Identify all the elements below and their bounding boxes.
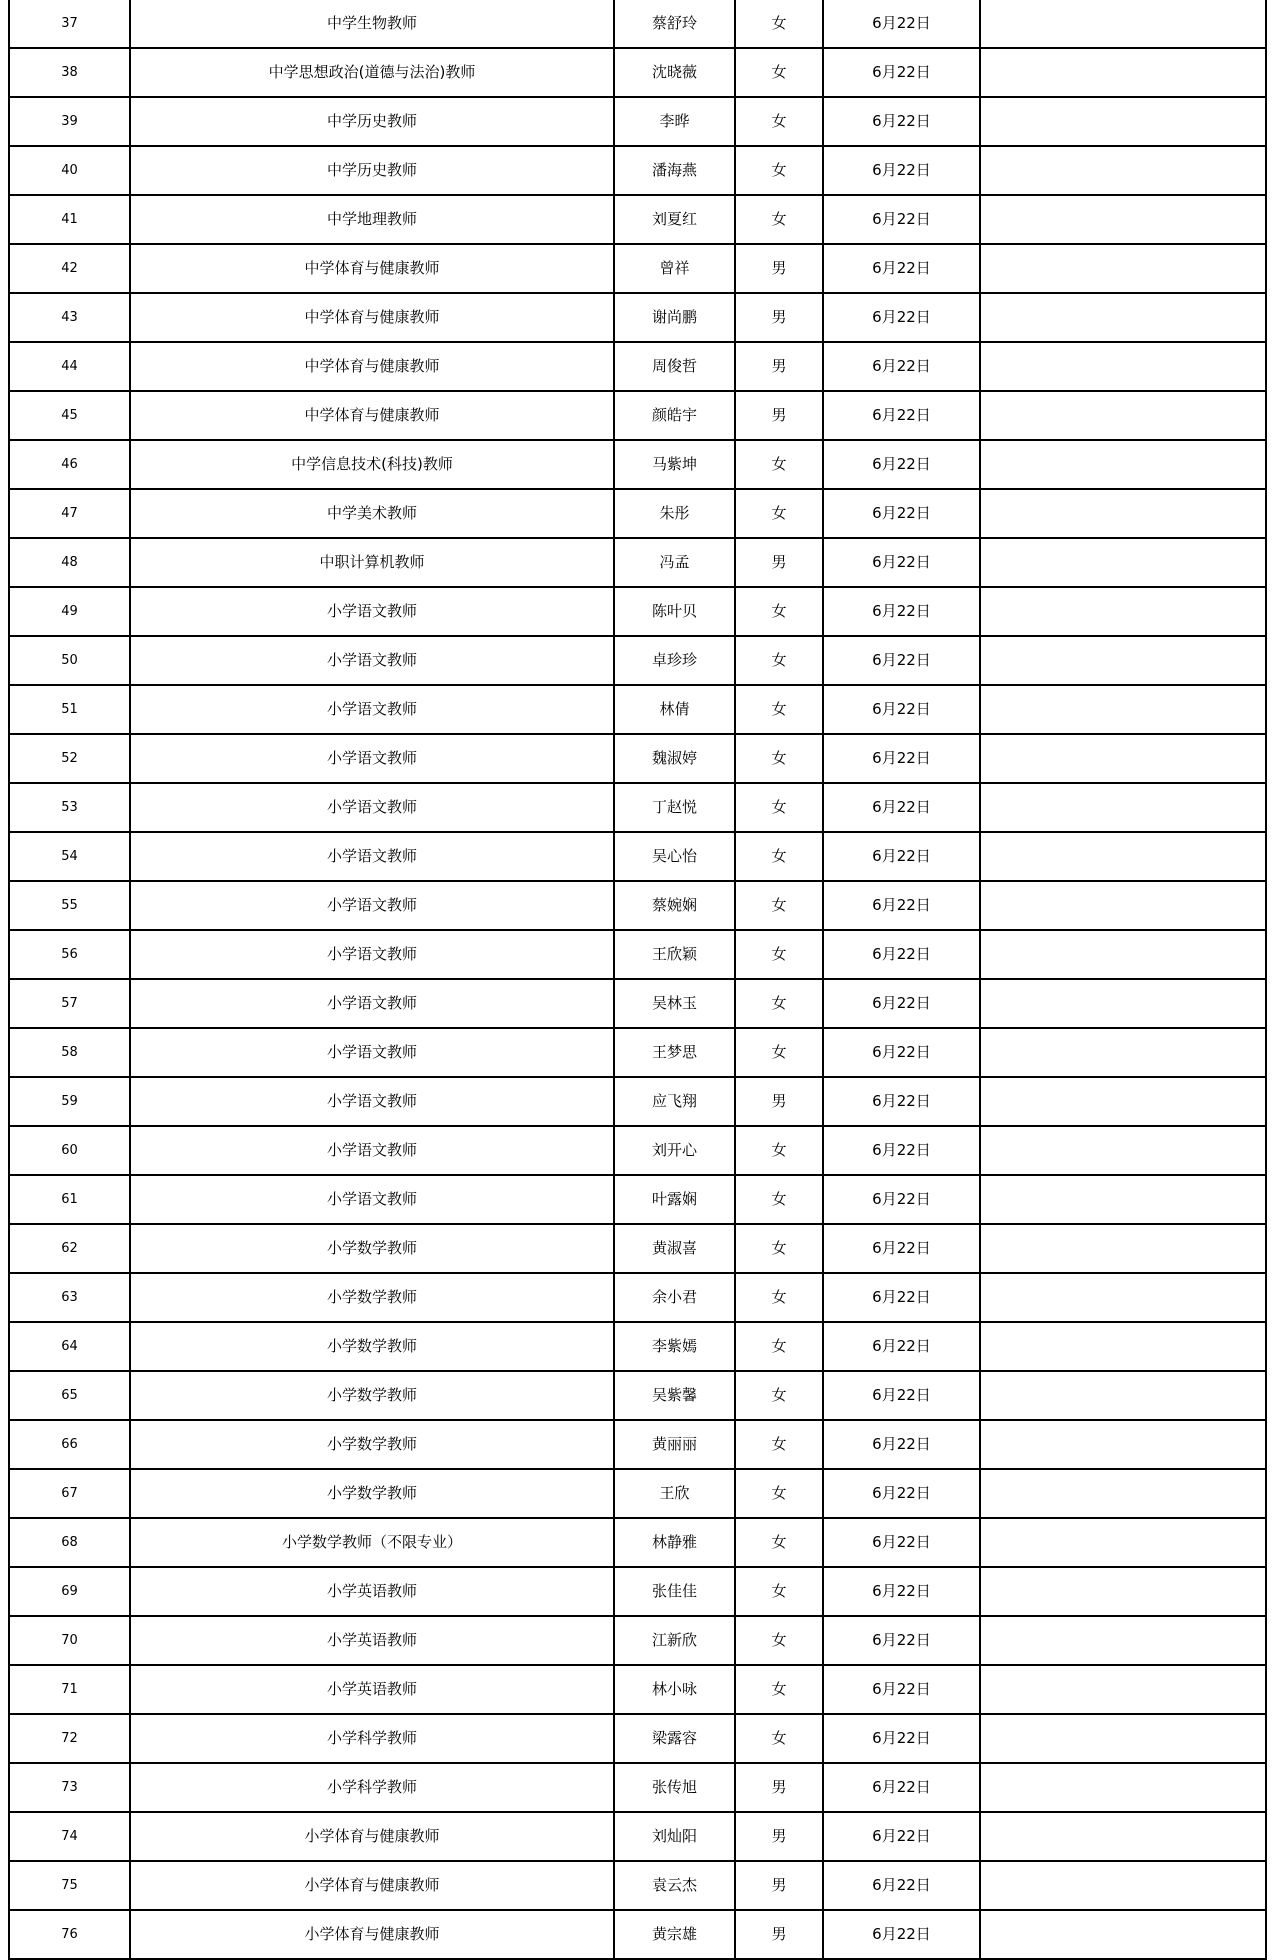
cell-date: 6月22日	[823, 832, 980, 881]
table-row	[9, 1763, 1266, 1812]
cell-date: 6月22日	[823, 587, 980, 636]
cell-gender: 女	[735, 636, 823, 685]
cell-note	[980, 293, 1266, 342]
cell-date: 6月22日	[823, 685, 980, 734]
cell-note	[980, 1322, 1266, 1371]
table-row	[9, 244, 1266, 293]
cell-position: 小学英语教师	[130, 1665, 614, 1714]
cell-number: 63	[9, 1273, 130, 1322]
cell-position: 小学数学教师	[130, 1469, 614, 1518]
cell-name: 丁赵悦	[614, 783, 735, 832]
cell-date: 6月22日	[823, 734, 980, 783]
cell-gender: 女	[735, 1518, 823, 1567]
cell-position: 小学语文教师	[130, 1126, 614, 1175]
table-row	[9, 0, 1266, 48]
cell-name: 江新欣	[614, 1616, 735, 1665]
cell-gender: 女	[735, 1714, 823, 1763]
cell-name: 余小君	[614, 1273, 735, 1322]
cell-number: 44	[9, 342, 130, 391]
table-row	[9, 1420, 1266, 1469]
cell-number: 53	[9, 783, 130, 832]
cell-name: 魏淑婷	[614, 734, 735, 783]
cell-position: 小学语文教师	[130, 783, 614, 832]
cell-number: 57	[9, 979, 130, 1028]
table-row	[9, 1371, 1266, 1420]
cell-name: 王欣颖	[614, 930, 735, 979]
cell-name: 刘夏红	[614, 195, 735, 244]
cell-date: 6月22日	[823, 1371, 980, 1420]
cell-gender: 女	[735, 1175, 823, 1224]
cell-position: 小学语文教师	[130, 1028, 614, 1077]
cell-position: 中学体育与健康教师	[130, 342, 614, 391]
cell-number: 50	[9, 636, 130, 685]
cell-note	[980, 979, 1266, 1028]
cell-note	[980, 1224, 1266, 1273]
cell-date: 6月22日	[823, 1861, 980, 1910]
cell-date: 6月22日	[823, 1469, 980, 1518]
cell-gender: 女	[735, 1126, 823, 1175]
cell-note	[980, 783, 1266, 832]
cell-gender: 女	[735, 489, 823, 538]
cell-note	[980, 1910, 1266, 1959]
cell-name: 刘灿阳	[614, 1812, 735, 1861]
cell-date: 6月22日	[823, 1665, 980, 1714]
table-row	[9, 440, 1266, 489]
cell-position: 中学体育与健康教师	[130, 391, 614, 440]
table-row	[9, 391, 1266, 440]
cell-position: 小学数学教师	[130, 1371, 614, 1420]
table-row	[9, 1175, 1266, 1224]
cell-position: 小学数学教师	[130, 1322, 614, 1371]
cell-name: 曾祥	[614, 244, 735, 293]
cell-date: 6月22日	[823, 1518, 980, 1567]
cell-date: 6月22日	[823, 1224, 980, 1273]
cell-note	[980, 1175, 1266, 1224]
cell-note	[980, 1812, 1266, 1861]
cell-note	[980, 1714, 1266, 1763]
cell-note	[980, 1763, 1266, 1812]
table-row	[9, 97, 1266, 146]
cell-position: 小学科学教师	[130, 1714, 614, 1763]
table-row	[9, 930, 1266, 979]
cell-date: 6月22日	[823, 293, 980, 342]
cell-note	[980, 685, 1266, 734]
cell-gender: 女	[735, 195, 823, 244]
table-row	[9, 832, 1266, 881]
cell-gender: 女	[735, 930, 823, 979]
cell-date: 6月22日	[823, 440, 980, 489]
cell-date: 6月22日	[823, 1175, 980, 1224]
cell-number: 45	[9, 391, 130, 440]
cell-gender: 男	[735, 1812, 823, 1861]
cell-gender: 女	[735, 783, 823, 832]
cell-position: 小学体育与健康教师	[130, 1861, 614, 1910]
cell-note	[980, 48, 1266, 97]
cell-number: 74	[9, 1812, 130, 1861]
cell-note	[980, 1518, 1266, 1567]
cell-number: 56	[9, 930, 130, 979]
table-row	[9, 342, 1266, 391]
cell-number: 54	[9, 832, 130, 881]
cell-number: 71	[9, 1665, 130, 1714]
table-row	[9, 685, 1266, 734]
cell-name: 吴心怡	[614, 832, 735, 881]
cell-position: 中学历史教师	[130, 97, 614, 146]
cell-name: 应飞翔	[614, 1077, 735, 1126]
cell-date: 6月22日	[823, 244, 980, 293]
cell-note	[980, 1028, 1266, 1077]
cell-name: 林倩	[614, 685, 735, 734]
cell-name: 刘开心	[614, 1126, 735, 1175]
cell-number: 38	[9, 48, 130, 97]
cell-date: 6月22日	[823, 146, 980, 195]
cell-name: 卓珍珍	[614, 636, 735, 685]
cell-position: 小学语文教师	[130, 1077, 614, 1126]
cell-position: 中学体育与健康教师	[130, 244, 614, 293]
table-row	[9, 734, 1266, 783]
cell-position: 小学语文教师	[130, 734, 614, 783]
cell-number: 51	[9, 685, 130, 734]
cell-gender: 女	[735, 440, 823, 489]
cell-position: 中学美术教师	[130, 489, 614, 538]
cell-gender: 女	[735, 881, 823, 930]
cell-number: 66	[9, 1420, 130, 1469]
cell-note	[980, 0, 1266, 48]
cell-name: 朱彤	[614, 489, 735, 538]
cell-position: 小学英语教师	[130, 1567, 614, 1616]
table-row	[9, 979, 1266, 1028]
cell-gender: 男	[735, 1077, 823, 1126]
cell-position: 中学信息技术(科技)教师	[130, 440, 614, 489]
cell-number: 76	[9, 1910, 130, 1959]
cell-number: 62	[9, 1224, 130, 1273]
cell-number: 43	[9, 293, 130, 342]
cell-note	[980, 1126, 1266, 1175]
cell-name: 林小咏	[614, 1665, 735, 1714]
cell-gender: 女	[735, 979, 823, 1028]
table-row	[9, 48, 1266, 97]
cell-name: 冯孟	[614, 538, 735, 587]
cell-number: 58	[9, 1028, 130, 1077]
table-row	[9, 1028, 1266, 1077]
cell-note	[980, 440, 1266, 489]
cell-gender: 男	[735, 1910, 823, 1959]
table-row	[9, 1861, 1266, 1910]
cell-date: 6月22日	[823, 1567, 980, 1616]
cell-gender: 女	[735, 1322, 823, 1371]
cell-note	[980, 244, 1266, 293]
candidate-table-body	[9, 0, 1266, 1959]
cell-note	[980, 1273, 1266, 1322]
cell-gender: 男	[735, 1861, 823, 1910]
cell-note	[980, 1077, 1266, 1126]
cell-gender: 男	[735, 293, 823, 342]
cell-note	[980, 1616, 1266, 1665]
cell-note	[980, 1420, 1266, 1469]
cell-date: 6月22日	[823, 97, 980, 146]
cell-number: 75	[9, 1861, 130, 1910]
cell-gender: 女	[735, 734, 823, 783]
cell-gender: 男	[735, 244, 823, 293]
cell-number: 49	[9, 587, 130, 636]
cell-note	[980, 636, 1266, 685]
cell-position: 小学科学教师	[130, 1763, 614, 1812]
cell-gender: 女	[735, 587, 823, 636]
cell-gender: 女	[735, 1616, 823, 1665]
table-row	[9, 293, 1266, 342]
table-row	[9, 1665, 1266, 1714]
cell-name: 周俊哲	[614, 342, 735, 391]
table-row	[9, 195, 1266, 244]
cell-position: 中学地理教师	[130, 195, 614, 244]
cell-number: 69	[9, 1567, 130, 1616]
cell-note	[980, 342, 1266, 391]
cell-name: 马紫坤	[614, 440, 735, 489]
cell-name: 李紫嫣	[614, 1322, 735, 1371]
cell-date: 6月22日	[823, 1420, 980, 1469]
cell-number: 67	[9, 1469, 130, 1518]
cell-note	[980, 587, 1266, 636]
cell-number: 65	[9, 1371, 130, 1420]
cell-name: 王欣	[614, 1469, 735, 1518]
cell-position: 中职计算机教师	[130, 538, 614, 587]
cell-date: 6月22日	[823, 1763, 980, 1812]
cell-date: 6月22日	[823, 48, 980, 97]
cell-date: 6月22日	[823, 930, 980, 979]
cell-name: 沈晓薇	[614, 48, 735, 97]
cell-note	[980, 1567, 1266, 1616]
table-row	[9, 1910, 1266, 1959]
cell-number: 42	[9, 244, 130, 293]
cell-note	[980, 1469, 1266, 1518]
cell-date: 6月22日	[823, 1322, 980, 1371]
cell-name: 袁云杰	[614, 1861, 735, 1910]
cell-date: 6月22日	[823, 881, 980, 930]
table-row	[9, 489, 1266, 538]
cell-date: 6月22日	[823, 1616, 980, 1665]
cell-position: 小学数学教师（不限专业）	[130, 1518, 614, 1567]
cell-note	[980, 1861, 1266, 1910]
cell-gender: 女	[735, 1028, 823, 1077]
cell-gender: 女	[735, 1665, 823, 1714]
cell-position: 小学语文教师	[130, 1175, 614, 1224]
cell-name: 林静雅	[614, 1518, 735, 1567]
cell-position: 小学数学教师	[130, 1420, 614, 1469]
cell-number: 61	[9, 1175, 130, 1224]
cell-date: 6月22日	[823, 1126, 980, 1175]
cell-date: 6月22日	[823, 342, 980, 391]
cell-number: 40	[9, 146, 130, 195]
table-row	[9, 587, 1266, 636]
cell-number: 37	[9, 0, 130, 48]
table-row	[9, 636, 1266, 685]
cell-position: 小学英语教师	[130, 1616, 614, 1665]
cell-number: 73	[9, 1763, 130, 1812]
cell-name: 蔡舒玲	[614, 0, 735, 48]
table-row	[9, 1812, 1266, 1861]
cell-gender: 男	[735, 342, 823, 391]
cell-number: 60	[9, 1126, 130, 1175]
cell-number: 39	[9, 97, 130, 146]
cell-name: 黄宗雄	[614, 1910, 735, 1959]
cell-gender: 女	[735, 1469, 823, 1518]
cell-gender: 男	[735, 538, 823, 587]
cell-name: 黄丽丽	[614, 1420, 735, 1469]
cell-gender: 女	[735, 685, 823, 734]
cell-date: 6月22日	[823, 1028, 980, 1077]
cell-note	[980, 391, 1266, 440]
table-row	[9, 1616, 1266, 1665]
cell-name: 蔡婉娴	[614, 881, 735, 930]
cell-date: 6月22日	[823, 0, 980, 48]
cell-name: 张传旭	[614, 1763, 735, 1812]
cell-position: 小学语文教师	[130, 685, 614, 734]
cell-name: 叶露娴	[614, 1175, 735, 1224]
cell-gender: 女	[735, 1273, 823, 1322]
cell-note	[980, 832, 1266, 881]
cell-position: 中学生物教师	[130, 0, 614, 48]
cell-gender: 女	[735, 146, 823, 195]
table-row	[9, 1273, 1266, 1322]
cell-name: 王梦思	[614, 1028, 735, 1077]
cell-date: 6月22日	[823, 1273, 980, 1322]
cell-number: 52	[9, 734, 130, 783]
cell-name: 梁露容	[614, 1714, 735, 1763]
table-row	[9, 783, 1266, 832]
cell-date: 6月22日	[823, 1812, 980, 1861]
cell-position: 小学语文教师	[130, 979, 614, 1028]
cell-position: 小学语文教师	[130, 636, 614, 685]
cell-date: 6月22日	[823, 636, 980, 685]
cell-position: 小学数学教师	[130, 1224, 614, 1273]
cell-note	[980, 146, 1266, 195]
cell-number: 70	[9, 1616, 130, 1665]
cell-gender: 女	[735, 1371, 823, 1420]
cell-position: 小学语文教师	[130, 832, 614, 881]
cell-date: 6月22日	[823, 979, 980, 1028]
cell-name: 颜皓宇	[614, 391, 735, 440]
table-row	[9, 1469, 1266, 1518]
cell-name: 谢尚鹏	[614, 293, 735, 342]
cell-position: 中学历史教师	[130, 146, 614, 195]
table-row	[9, 1224, 1266, 1273]
table-row	[9, 1126, 1266, 1175]
cell-note	[980, 734, 1266, 783]
table-row	[9, 1567, 1266, 1616]
cell-gender: 女	[735, 48, 823, 97]
cell-position: 小学数学教师	[130, 1273, 614, 1322]
cell-gender: 男	[735, 1763, 823, 1812]
cell-position: 小学语文教师	[130, 587, 614, 636]
cell-gender: 女	[735, 832, 823, 881]
cell-number: 68	[9, 1518, 130, 1567]
cell-date: 6月22日	[823, 1910, 980, 1959]
cell-note	[980, 195, 1266, 244]
table-row	[9, 1714, 1266, 1763]
table-row	[9, 1077, 1266, 1126]
table-row	[9, 1518, 1266, 1567]
cell-gender: 女	[735, 0, 823, 48]
table-row	[9, 146, 1266, 195]
cell-position: 小学体育与健康教师	[130, 1812, 614, 1861]
table-row	[9, 1322, 1266, 1371]
cell-note	[980, 489, 1266, 538]
cell-number: 46	[9, 440, 130, 489]
cell-date: 6月22日	[823, 538, 980, 587]
cell-name: 吴林玉	[614, 979, 735, 1028]
cell-position: 小学体育与健康教师	[130, 1910, 614, 1959]
cell-date: 6月22日	[823, 489, 980, 538]
cell-position: 小学语文教师	[130, 881, 614, 930]
cell-gender: 女	[735, 1224, 823, 1273]
cell-name: 张佳佳	[614, 1567, 735, 1616]
cell-note	[980, 1371, 1266, 1420]
table-row	[9, 881, 1266, 930]
cell-number: 55	[9, 881, 130, 930]
cell-note	[980, 930, 1266, 979]
cell-number: 59	[9, 1077, 130, 1126]
cell-position: 中学思想政治(道德与法治)教师	[130, 48, 614, 97]
cell-name: 潘海燕	[614, 146, 735, 195]
cell-date: 6月22日	[823, 1077, 980, 1126]
cell-number: 72	[9, 1714, 130, 1763]
cell-name: 黄淑喜	[614, 1224, 735, 1273]
cell-note	[980, 97, 1266, 146]
cell-number: 47	[9, 489, 130, 538]
cell-number: 64	[9, 1322, 130, 1371]
table-row	[9, 538, 1266, 587]
cell-date: 6月22日	[823, 783, 980, 832]
cell-gender: 男	[735, 391, 823, 440]
cell-note	[980, 538, 1266, 587]
cell-gender: 女	[735, 1567, 823, 1616]
cell-gender: 女	[735, 1420, 823, 1469]
cell-note	[980, 1665, 1266, 1714]
cell-position: 小学语文教师	[130, 930, 614, 979]
cell-date: 6月22日	[823, 391, 980, 440]
cell-number: 41	[9, 195, 130, 244]
cell-name: 吴紫馨	[614, 1371, 735, 1420]
cell-date: 6月22日	[823, 1714, 980, 1763]
candidate-table	[8, 0, 1267, 1960]
cell-position: 中学体育与健康教师	[130, 293, 614, 342]
cell-name: 李晔	[614, 97, 735, 146]
cell-gender: 女	[735, 97, 823, 146]
cell-name: 陈叶贝	[614, 587, 735, 636]
cell-number: 48	[9, 538, 130, 587]
cell-date: 6月22日	[823, 195, 980, 244]
cell-note	[980, 881, 1266, 930]
